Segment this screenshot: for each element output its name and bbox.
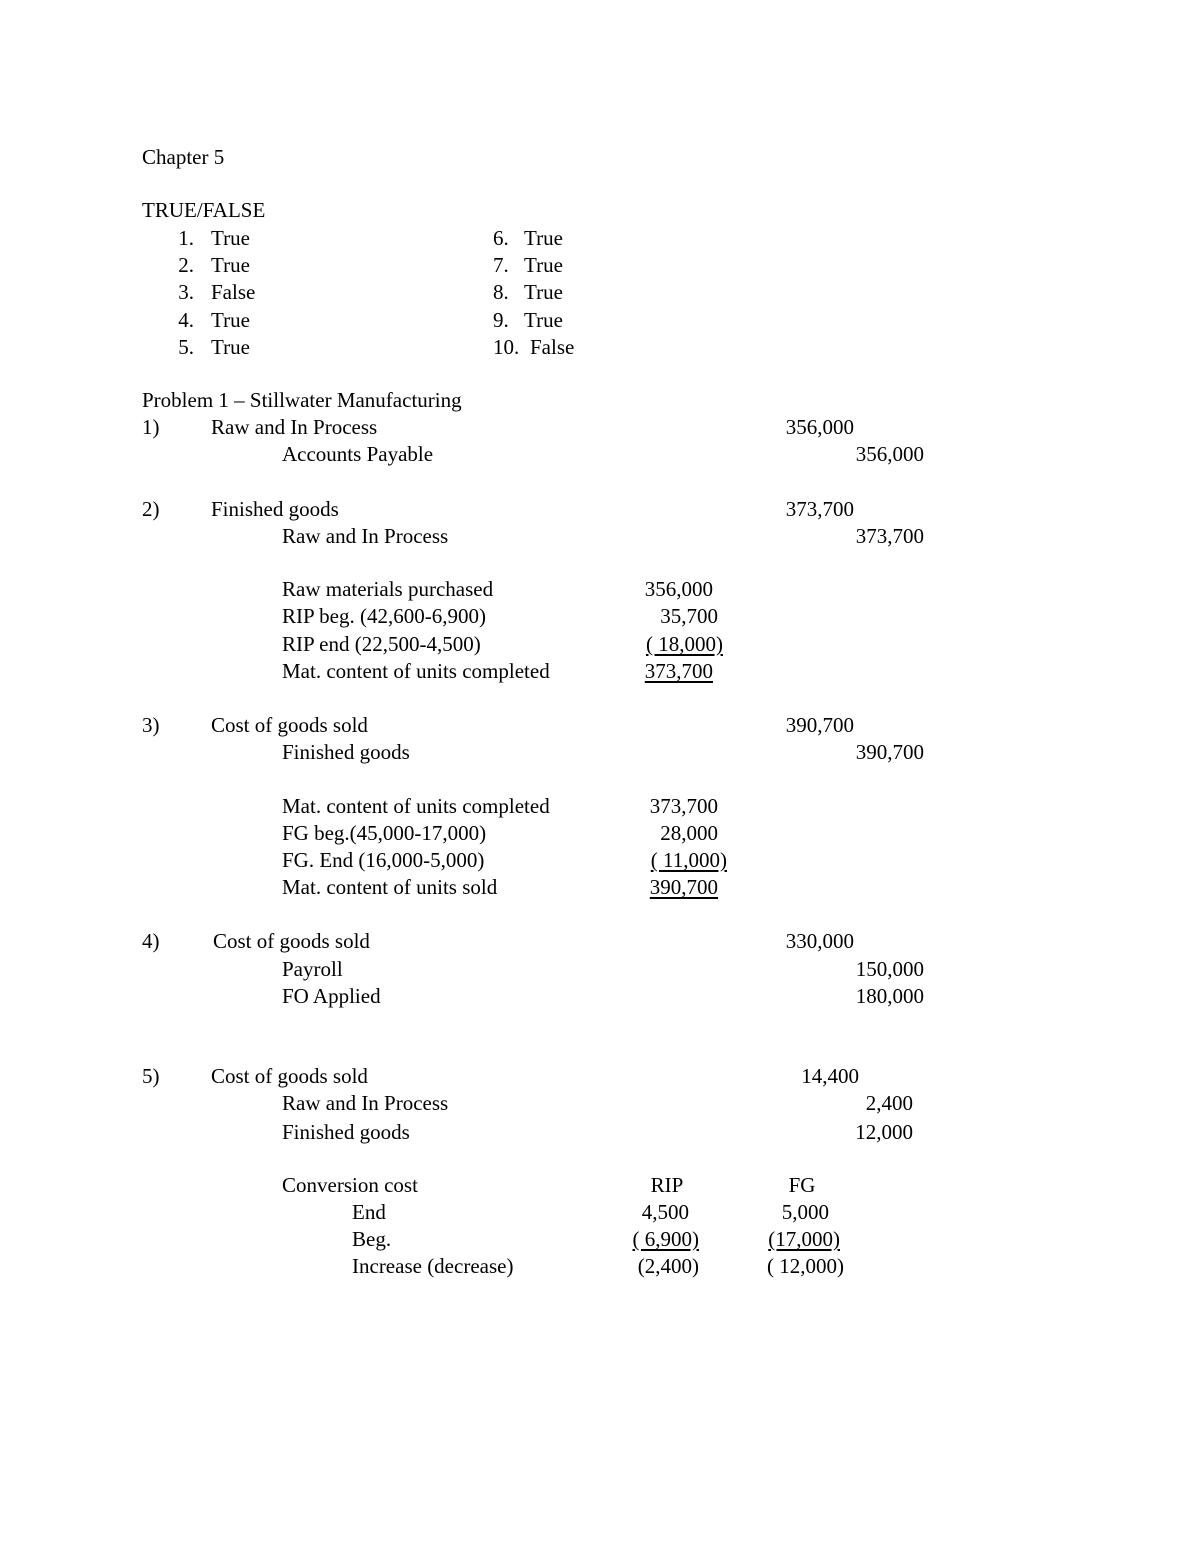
credit-account: Accounts Payable <box>282 442 434 466</box>
tf-number: 6. <box>493 226 509 250</box>
calc-label: Mat. content of units completed <box>282 794 550 818</box>
tf-number: 4. <box>178 308 194 332</box>
debit-amount: 14,400 <box>801 1064 859 1088</box>
calc-value: 35,700 <box>660 604 718 628</box>
tf-answer: True <box>524 226 563 250</box>
credit-amount: 373,700 <box>855 524 924 548</box>
calc-label: RIP beg. (42,600-6,900) <box>282 604 486 628</box>
entry-number: 1) <box>142 415 160 439</box>
credit-account: Raw and In Process <box>282 524 449 548</box>
conversion-rip-value: 4,500 <box>641 1200 689 1224</box>
column-header-rip: RIP <box>650 1173 684 1197</box>
entry-number: 5) <box>142 1064 160 1088</box>
calc-value: ( 18,000) <box>646 632 723 656</box>
conversion-rip-value: (2,400) <box>637 1254 699 1278</box>
conversion-row-label: End <box>352 1200 386 1224</box>
tf-answer: True <box>211 226 250 250</box>
entry-number: 2) <box>142 497 160 521</box>
conversion-fg-value: 5,000 <box>781 1200 829 1224</box>
tf-answer: True <box>211 253 250 277</box>
tf-number: 3. <box>178 280 194 304</box>
entry-number: 3) <box>142 713 160 737</box>
debit-account: Finished goods <box>211 497 339 521</box>
debit-account: Cost of goods sold <box>211 713 368 737</box>
credit-amount: 12,000 <box>855 1120 913 1144</box>
debit-amount: 373,700 <box>785 497 854 521</box>
tf-answer: True <box>211 335 250 359</box>
tf-number: 7. <box>493 253 509 277</box>
calc-value: 356,000 <box>644 577 713 601</box>
debit-account: Raw and In Process <box>211 415 378 439</box>
credit-account: Finished goods <box>282 1120 410 1144</box>
calc-label: Raw materials purchased <box>282 577 494 601</box>
calc-total: 390,700 <box>649 875 718 899</box>
tf-answer: True <box>211 308 250 332</box>
debit-account: Cost of goods sold <box>213 929 370 953</box>
tf-number: 8. <box>493 280 509 304</box>
calc-total: 373,700 <box>644 659 713 683</box>
calc-value: 28,000 <box>660 821 718 845</box>
conversion-rip-value: ( 6,900) <box>632 1227 699 1251</box>
debit-account: Cost of goods sold <box>211 1064 368 1088</box>
conversion-cost-label: Conversion cost <box>282 1173 418 1197</box>
tf-answer: False <box>211 280 256 304</box>
problem-heading: Problem 1 – Stillwater Manufacturing <box>142 388 462 412</box>
tf-answer: True <box>524 280 563 304</box>
credit-amount: 180,000 <box>855 984 924 1008</box>
calc-label: Mat. content of units completed <box>282 659 550 683</box>
tf-number: 9. <box>493 308 509 332</box>
credit-account: FO Applied <box>282 984 381 1008</box>
tf-answer: True <box>524 253 563 277</box>
tf-heading: TRUE/FALSE <box>142 198 266 222</box>
calc-label: FG beg.(45,000-17,000) <box>282 821 487 845</box>
tf-number: 2. <box>178 253 194 277</box>
credit-amount: 2,400 <box>865 1091 913 1115</box>
tf-number: 5. <box>178 335 194 359</box>
calc-label: FG. End (16,000-5,000) <box>282 848 485 872</box>
conversion-fg-value: ( 12,000) <box>767 1254 844 1278</box>
tf-number: 10. <box>493 335 520 359</box>
entry-number: 4) <box>142 929 160 953</box>
credit-amount: 390,700 <box>855 740 924 764</box>
credit-account: Finished goods <box>282 740 410 764</box>
credit-account: Raw and In Process <box>282 1091 449 1115</box>
calc-label: Mat. content of units sold <box>282 875 498 899</box>
calc-label: RIP end (22,500-4,500) <box>282 632 481 656</box>
tf-number: 1. <box>178 226 194 250</box>
column-header-fg: FG <box>788 1173 816 1197</box>
credit-amount: 356,000 <box>855 442 924 466</box>
tf-answer: True <box>524 308 563 332</box>
debit-amount: 330,000 <box>785 929 854 953</box>
chapter-title: Chapter 5 <box>142 145 225 169</box>
credit-amount: 150,000 <box>855 957 924 981</box>
debit-amount: 390,700 <box>785 713 854 737</box>
conversion-row-label: Increase (decrease) <box>352 1254 514 1278</box>
tf-answer: False <box>530 335 575 359</box>
credit-account: Payroll <box>282 957 343 981</box>
conversion-row-label: Beg. <box>352 1227 392 1251</box>
conversion-fg-value: (17,000) <box>768 1227 840 1251</box>
calc-value: ( 11,000) <box>650 848 727 872</box>
calc-value: 373,700 <box>649 794 718 818</box>
debit-amount: 356,000 <box>785 415 854 439</box>
